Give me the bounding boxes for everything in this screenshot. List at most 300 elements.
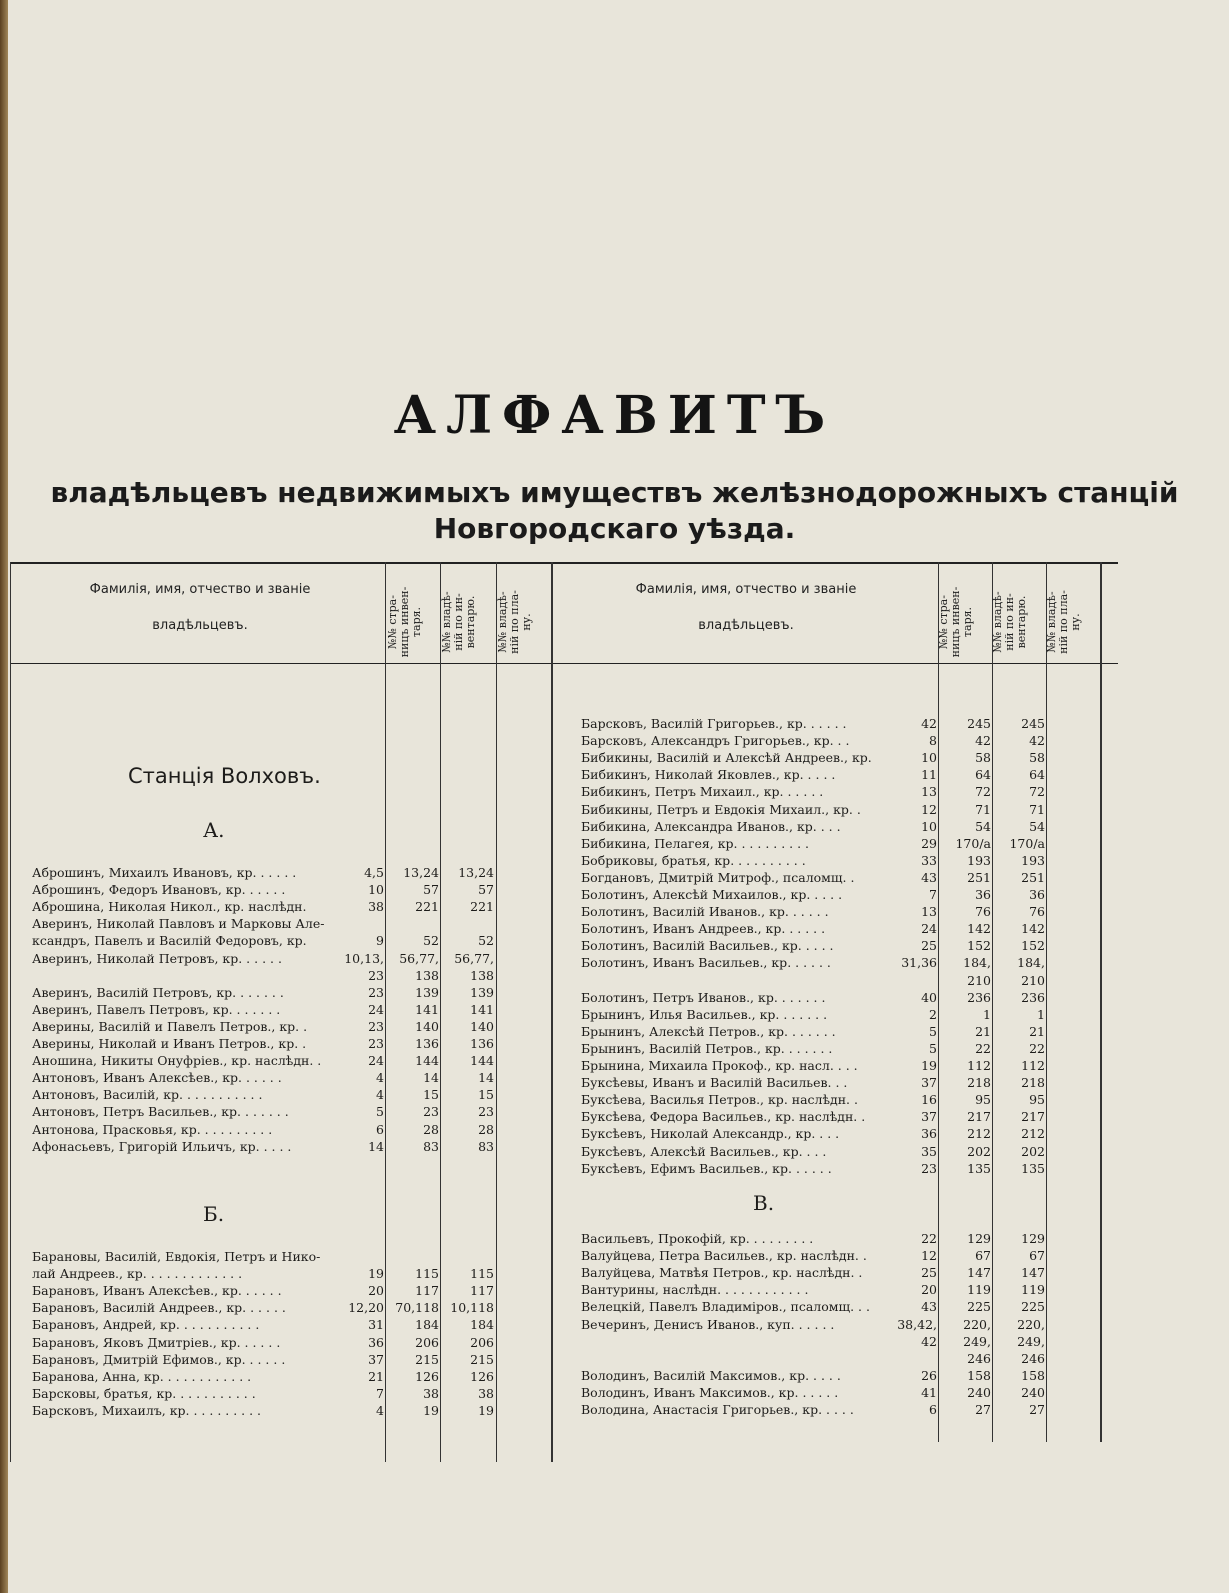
page-number: 41 <box>921 1384 937 1400</box>
plan-number: 27 <box>1029 1402 1045 1417</box>
plan-number: 76 <box>1029 904 1045 920</box>
subtitle-line-2: Новгородскаго уѣзда. <box>433 512 796 545</box>
table-row <box>32 898 494 916</box>
owner-name: Аверинъ, Николай Петровъ, кр. . . . . . <box>32 950 282 966</box>
page-number: 11 <box>921 767 937 783</box>
page-number: 33 <box>921 852 937 868</box>
inventory-number: 57 <box>423 882 439 898</box>
owner-name: Аброшина, Николая Никол., кр. наслѣдн. <box>32 899 307 915</box>
inventory-number: 249, <box>963 1333 991 1349</box>
plan-number: 142 <box>1021 921 1045 937</box>
inventory-number: 28 <box>423 1121 439 1137</box>
inventory-number: 95 <box>975 1092 991 1108</box>
plan-number: 15 <box>478 1087 494 1103</box>
owner-name: ксандръ, Павелъ и Василій Федоровъ, кр. <box>32 933 307 949</box>
page-number: 23 <box>368 1036 384 1051</box>
plan-number: 67 <box>1029 1248 1045 1264</box>
owner-name: Букcѣева, Федора Васильев., кр. наслѣдн. . <box>581 1109 866 1125</box>
page-number: 5 <box>929 1040 937 1056</box>
page-number: 13 <box>921 784 937 800</box>
table-row <box>581 1333 1045 1351</box>
inventory-number: 76 <box>975 904 991 920</box>
column-line <box>10 562 11 1462</box>
owner-name: Барановы, Василій, Евдокія, Петръ и Нико- <box>32 1249 321 1264</box>
inventory-number: 36 <box>975 887 991 902</box>
table-row <box>581 954 1045 972</box>
inventory-number: 23 <box>423 1104 439 1120</box>
plan-number: 135 <box>1021 1160 1045 1176</box>
plan-number: 236 <box>1021 989 1045 1005</box>
table-row <box>32 967 494 985</box>
table-row <box>32 1103 494 1121</box>
table-row <box>32 950 494 968</box>
table-row <box>32 1001 494 1019</box>
plan-number: 210 <box>1021 972 1045 988</box>
plan-number: 19 <box>478 1402 494 1418</box>
page-number: 42 <box>921 1333 937 1349</box>
page-number: 19 <box>368 1266 384 1282</box>
table-row <box>581 1401 1045 1419</box>
inventory-number: 245 <box>967 716 991 731</box>
inventory-number: 202 <box>967 1143 991 1159</box>
table-top-rule <box>10 562 1118 564</box>
owner-name: Бобриковы, братья, кр. . . . . . . . . . <box>581 852 806 868</box>
page-number: 36 <box>368 1334 384 1350</box>
subtitle-line-1: владѣльцевъ недвижимыхъ имуществъ желѣзнодорожныхъ станцій <box>50 476 1179 509</box>
page-title: АЛФАВИТЪ <box>393 385 836 446</box>
page-number: 4,5 <box>364 865 384 880</box>
plan-number: 225 <box>1021 1299 1045 1315</box>
table-row <box>581 1143 1045 1161</box>
owner-name: Букcѣевъ, Алексѣй Васильев., кр. . . . <box>581 1143 827 1159</box>
page-number: 21 <box>368 1368 384 1384</box>
owner-name: Баранова, Анна, кр. . . . . . . . . . . . <box>32 1368 252 1384</box>
inventory-number: 58 <box>975 750 991 766</box>
table-row <box>32 1316 494 1334</box>
section-heading-b: Б. <box>203 1202 225 1226</box>
plan-number: 38 <box>478 1385 494 1401</box>
table-row <box>581 1160 1045 1178</box>
owner-name: Володинъ, Василій Максимов., кр. . . . . <box>581 1367 841 1383</box>
owner-name: Букcѣевы, Иванъ и Василій Васильев. . . <box>581 1075 848 1091</box>
table-row <box>32 1138 494 1156</box>
table-row <box>581 766 1045 784</box>
owner-name: Вечеринъ, Денисъ Иванов., куп. . . . . . <box>581 1316 835 1332</box>
owner-name: Антоновъ, Петръ Васильев., кр. . . . . . . <box>32 1104 289 1120</box>
plan-number: 246 <box>1021 1350 1045 1366</box>
owner-name: Болотинъ, Василій Васильев., кр. . . . . <box>581 938 834 954</box>
owner-name: Болотинъ, Алексѣй Михаилов., кр. . . . . <box>581 887 843 902</box>
page-number: 14 <box>368 1138 384 1154</box>
page-number: 10 <box>921 818 937 834</box>
table-row <box>32 915 494 933</box>
table-row <box>32 1121 494 1139</box>
inventory-number: 72 <box>975 784 991 800</box>
inventory-number: 210 <box>967 972 991 988</box>
table-row <box>581 920 1045 938</box>
inventory-number: 136 <box>415 1036 439 1051</box>
plan-number: 57 <box>478 882 494 898</box>
plan-number: 141 <box>470 1001 494 1017</box>
inventory-number: 117 <box>415 1283 439 1299</box>
page-number: 25 <box>921 1265 937 1281</box>
inventory-number: 152 <box>967 938 991 954</box>
table-row <box>581 1057 1045 1075</box>
page-number: 7 <box>929 887 937 902</box>
inventory-number: 70,118 <box>395 1300 439 1316</box>
page-number: 10 <box>921 750 937 766</box>
table-row <box>32 1385 494 1403</box>
station-heading: Станція Волховъ. <box>128 764 321 788</box>
header-inventory: №№ владѣ- ній по ин- вентарю. <box>440 591 477 653</box>
table-row <box>581 818 1045 836</box>
page-number: 37 <box>368 1351 384 1367</box>
table-row <box>581 715 1045 733</box>
inventory-number: 112 <box>967 1058 991 1073</box>
page-number: 38 <box>368 899 384 915</box>
owner-name: Бибикины, Василій и Алексѣй Андреев., кр. <box>581 750 872 766</box>
book-spine <box>0 0 8 1593</box>
inventory-number: 193 <box>967 852 991 868</box>
inventory-number: 42 <box>975 733 991 749</box>
page-number: 37 <box>921 1075 937 1091</box>
owner-name: Аверинъ, Василій Петровъ, кр. . . . . . . <box>32 984 284 1000</box>
page-number: 10,13, <box>344 950 384 966</box>
header-name-col-2: владѣльцевъ. <box>152 618 248 633</box>
owner-name: Васильевъ, Прокофій, кр. . . . . . . . . <box>581 1231 814 1246</box>
page-number: 12 <box>921 1248 937 1264</box>
inventory-number: 240 <box>967 1384 991 1400</box>
inventory-number: 184 <box>415 1317 439 1333</box>
inventory-number: 170/а <box>955 835 991 851</box>
owner-name: Болотинъ, Иванъ Андреев., кр. . . . . . <box>581 921 826 937</box>
inventory-number: 158 <box>967 1367 991 1383</box>
page-number: 38,42, <box>897 1316 937 1332</box>
plan-number: 245 <box>1021 716 1045 731</box>
owner-name: Аверины, Николай и Иванъ Петров., кр. . <box>32 1036 307 1051</box>
page-number: 5 <box>929 1023 937 1039</box>
plan-number: 54 <box>1029 818 1045 834</box>
inventory-number: 27 <box>975 1402 991 1417</box>
inventory-number: 67 <box>975 1248 991 1264</box>
plan-number: 1 <box>1037 1006 1045 1022</box>
page-number: 7 <box>376 1385 384 1401</box>
table-row <box>581 1040 1045 1058</box>
page-number: 4 <box>376 1070 384 1086</box>
inventory-number: 147 <box>967 1265 991 1281</box>
header-plan: №№ владѣ- ній по пла- ну. <box>1045 590 1082 654</box>
table-row <box>32 1086 494 1104</box>
owner-name: Аверины, Василій и Павелъ Петров., кр. . <box>32 1018 308 1034</box>
table-row <box>581 869 1045 887</box>
section-heading-v: В. <box>753 1191 775 1215</box>
table-row <box>32 1334 494 1352</box>
page-number: 23 <box>368 967 384 983</box>
table-row <box>581 732 1045 750</box>
owner-name: Брынина, Михаила Прокоф., кр. насл. . . . <box>581 1058 858 1073</box>
table-row <box>32 864 494 882</box>
page-number: 31,36 <box>901 955 937 971</box>
table-row <box>581 1350 1045 1368</box>
plan-number: 21 <box>1029 1023 1045 1039</box>
table-row <box>32 1299 494 1317</box>
inventory-number: 38 <box>423 1385 439 1401</box>
header-pages: №№ стра- ницъ инвен- таря. <box>386 586 423 658</box>
owner-name: Брынинъ, Илья Васильев., кр. . . . . . . <box>581 1006 828 1022</box>
inventory-number: 56,77, <box>399 950 439 966</box>
page-number: 20 <box>368 1283 384 1299</box>
page-number: 20 <box>921 1282 937 1298</box>
table-row <box>581 1023 1045 1041</box>
page-number: 6 <box>929 1402 937 1417</box>
table-row <box>32 1248 494 1266</box>
owner-name: Барановъ, Дмитрій Ефимов., кр. . . . . . <box>32 1351 286 1367</box>
owner-name: Антоновъ, Василій, кр. . . . . . . . . . . <box>32 1087 263 1103</box>
owner-name: Аброшинъ, Федоръ Ивановъ, кр. . . . . . <box>32 882 286 898</box>
inventory-number: 129 <box>967 1231 991 1246</box>
owner-name: Барановъ, Яковъ Дмитріев., кр. . . . . . <box>32 1334 281 1350</box>
owner-name: Аброшинъ, Михаилъ Ивановъ, кр. . . . . . <box>32 865 297 880</box>
table-row <box>32 1018 494 1036</box>
table-row <box>581 801 1045 819</box>
inventory-number: 119 <box>967 1282 991 1298</box>
table-row <box>581 886 1045 904</box>
inventory-number: 206 <box>415 1334 439 1350</box>
plan-number: 217 <box>1021 1109 1045 1125</box>
table-row <box>581 1125 1045 1143</box>
page-number: 12 <box>921 801 937 817</box>
plan-number: 221 <box>470 899 494 915</box>
page-number: 16 <box>921 1092 937 1108</box>
table-row <box>581 1281 1045 1299</box>
plan-number: 14 <box>478 1070 494 1086</box>
inventory-number: 142 <box>967 921 991 937</box>
inventory-number: 139 <box>415 984 439 1000</box>
plan-number: 58 <box>1029 750 1045 766</box>
page-number: 35 <box>921 1143 937 1159</box>
plan-number: 206 <box>470 1334 494 1350</box>
inventory-number: 221 <box>415 899 439 915</box>
plan-number: 158 <box>1021 1367 1045 1383</box>
table-row <box>581 1091 1045 1109</box>
owner-name: Валуйцева, Матвѣя Петров., кр. наслѣдн. . <box>581 1265 863 1281</box>
plan-number: 184, <box>1017 955 1045 971</box>
table-row <box>32 881 494 899</box>
inventory-number: 218 <box>967 1075 991 1091</box>
table-row <box>32 1052 494 1070</box>
page-number: 23 <box>368 984 384 1000</box>
page-number: 22 <box>921 1231 937 1246</box>
inventory-number: 83 <box>423 1138 439 1154</box>
owner-name: Барсковы, братья, кр. . . . . . . . . . . <box>32 1385 256 1401</box>
owner-name: Букcѣева, Василья Петров., кр. наслѣдн. . <box>581 1092 858 1108</box>
page-number: 42 <box>921 716 937 731</box>
inventory-number: 184, <box>963 955 991 971</box>
page-number: 24 <box>921 921 937 937</box>
page-number: 8 <box>929 733 937 749</box>
owner-name: Аношина, Никиты Онуфріев., кр. наслѣдн. . <box>32 1053 322 1069</box>
table-row <box>581 1108 1045 1126</box>
plan-number: 139 <box>470 984 494 1000</box>
inventory-number: 138 <box>415 967 439 983</box>
table-row <box>581 989 1045 1007</box>
owner-name: Барсковъ, Александръ Григорьев., кр. . . <box>581 733 850 749</box>
plan-number: 72 <box>1029 784 1045 800</box>
plan-number: 23 <box>478 1104 494 1120</box>
table-row <box>581 1247 1045 1265</box>
inventory-number: 13,24 <box>403 865 439 880</box>
owner-name: лай Андреев., кр. . . . . . . . . . . . . <box>32 1266 243 1282</box>
inventory-number: 64 <box>975 767 991 783</box>
owner-name: Букcѣевъ, Николай Александр., кр. . . . <box>581 1126 840 1142</box>
plan-number: 64 <box>1029 767 1045 783</box>
plan-number: 136 <box>470 1036 494 1051</box>
page-number: 26 <box>921 1367 937 1383</box>
owner-name: Болотинъ, Иванъ Васильев., кр. . . . . . <box>581 955 831 971</box>
page-number: 9 <box>376 933 384 949</box>
plan-number: 220, <box>1017 1316 1045 1332</box>
plan-number: 170/а <box>1009 835 1045 851</box>
page-number: 36 <box>921 1126 937 1142</box>
page-number: 25 <box>921 938 937 954</box>
plan-number: 249, <box>1017 1333 1045 1349</box>
owner-name: Барановъ, Иванъ Алексѣев., кр. . . . . . <box>32 1283 282 1299</box>
page-number: 5 <box>376 1104 384 1120</box>
header-plan: №№ владѣ- ній по пла- ну. <box>496 590 533 654</box>
inventory-number: 140 <box>415 1018 439 1034</box>
page-number: 4 <box>376 1402 384 1418</box>
inventory-number: 1 <box>983 1006 991 1022</box>
table-row <box>581 903 1045 921</box>
owner-name: Брынинъ, Василій Петров., кр. . . . . . . <box>581 1040 833 1056</box>
header-name-col: Фамилія, имя, отчество и званіе <box>635 582 857 597</box>
owner-name: Барановъ, Василій Андреев., кр. . . . . . <box>32 1300 286 1316</box>
plan-number: 193 <box>1021 852 1045 868</box>
owner-name: Бибикины, Петръ и Евдокія Михаил., кр. . <box>581 801 861 817</box>
table-row <box>32 1402 494 1420</box>
page-number: 19 <box>921 1058 937 1073</box>
inventory-number: 236 <box>967 989 991 1005</box>
table-row <box>32 1265 494 1283</box>
owner-name: Барановъ, Андрей, кр. . . . . . . . . . . <box>32 1317 260 1333</box>
table-row <box>32 984 494 1002</box>
plan-number: 56,77, <box>454 950 494 966</box>
table-row <box>32 1282 494 1300</box>
inventory-number: 217 <box>967 1109 991 1125</box>
table-row <box>581 1230 1045 1248</box>
plan-number: 115 <box>470 1266 494 1282</box>
table-row <box>581 852 1045 870</box>
owner-name: Бибикинъ, Николай Яковлев., кр. . . . . <box>581 767 836 783</box>
owner-name: Барсковъ, Василій Григорьев., кр. . . . . . <box>581 716 847 731</box>
table-row <box>581 783 1045 801</box>
inventory-number: 22 <box>975 1040 991 1056</box>
table-row <box>581 835 1045 853</box>
page-number: 31 <box>368 1317 384 1333</box>
page-number: 23 <box>368 1018 384 1034</box>
table-row <box>581 1384 1045 1402</box>
owner-name: Болотинъ, Василій Иванов., кр. . . . . . <box>581 904 829 920</box>
owner-name: Аверинъ, Николай Павловъ и Марковы Але- <box>32 916 325 932</box>
header-name-col-2: владѣльцевъ. <box>698 618 794 633</box>
page-number: 43 <box>921 869 937 885</box>
table-row <box>581 1264 1045 1282</box>
column-line <box>496 562 497 1462</box>
plan-number: 138 <box>470 967 494 983</box>
table-row <box>32 932 494 950</box>
inventory-number: 21 <box>975 1023 991 1039</box>
page-number: 6 <box>376 1121 384 1137</box>
owner-name: Велецкій, Павелъ Владиміров., псаломщ. . . <box>581 1299 870 1315</box>
owner-name: Володина, Анастасія Григорьев., кр. . . . . <box>581 1402 854 1417</box>
page-number: 12,20 <box>348 1300 384 1316</box>
plan-number: 28 <box>478 1121 494 1137</box>
owner-name: Аверинъ, Павелъ Петровъ, кр. . . . . . . <box>32 1001 281 1017</box>
owner-name: Антонова, Прасковья, кр. . . . . . . . . . <box>32 1121 273 1137</box>
page-number: 13 <box>921 904 937 920</box>
header-pages: №№ стра- ницъ инвен- таря. <box>937 586 974 658</box>
owner-name: Вантурины, наслѣдн. . . . . . . . . . . . <box>581 1282 809 1298</box>
plan-number: 212 <box>1021 1126 1045 1142</box>
inventory-number: 54 <box>975 818 991 834</box>
page-number: 43 <box>921 1299 937 1315</box>
owner-name: Болотинъ, Петръ Иванов., кр. . . . . . . <box>581 989 826 1005</box>
inventory-number: 71 <box>975 801 991 817</box>
plan-number: 126 <box>470 1368 494 1384</box>
page-number: 24 <box>368 1001 384 1017</box>
inventory-number: 115 <box>415 1266 439 1282</box>
page-number: 10 <box>368 882 384 898</box>
inventory-number: 14 <box>423 1070 439 1086</box>
plan-number: 184 <box>470 1317 494 1333</box>
plan-number: 10,118 <box>450 1300 494 1316</box>
table-row <box>581 1074 1045 1092</box>
owner-name: Бибикина, Александра Иванов., кр. . . . <box>581 818 841 834</box>
inventory-number: 126 <box>415 1368 439 1384</box>
page-number: 24 <box>368 1053 384 1069</box>
page-number: 37 <box>921 1109 937 1125</box>
plan-number: 144 <box>470 1053 494 1069</box>
inventory-number: 215 <box>415 1351 439 1367</box>
inventory-number: 220, <box>963 1316 991 1332</box>
owner-name: Бибикина, Пелагея, кр. . . . . . . . . . <box>581 835 810 851</box>
table-row <box>32 1069 494 1087</box>
inventory-number: 144 <box>415 1053 439 1069</box>
table-row <box>581 1316 1045 1334</box>
plan-number: 119 <box>1021 1282 1045 1298</box>
inventory-number: 141 <box>415 1001 439 1017</box>
column-line <box>1046 562 1047 1442</box>
plan-number: 147 <box>1021 1265 1045 1281</box>
owner-name: Барсковъ, Михаилъ, кр. . . . . . . . . . <box>32 1402 262 1418</box>
owner-name: Брынинъ, Алексѣй Петров., кр. . . . . . . <box>581 1023 836 1039</box>
page-number: 4 <box>376 1087 384 1103</box>
plan-number: 71 <box>1029 801 1045 817</box>
plan-number: 95 <box>1029 1092 1045 1108</box>
owner-name: Володинъ, Иванъ Максимов., кр. . . . . . <box>581 1384 839 1400</box>
column-line <box>1100 562 1102 1442</box>
plan-number: 83 <box>478 1138 494 1154</box>
table-row <box>32 1035 494 1053</box>
plan-number: 240 <box>1021 1384 1045 1400</box>
table-row <box>581 1006 1045 1024</box>
plan-number: 36 <box>1029 887 1045 902</box>
table-row <box>32 1368 494 1386</box>
inventory-number: 212 <box>967 1126 991 1142</box>
inventory-number: 19 <box>423 1402 439 1418</box>
plan-number: 117 <box>470 1283 494 1299</box>
inventory-number: 246 <box>967 1350 991 1366</box>
